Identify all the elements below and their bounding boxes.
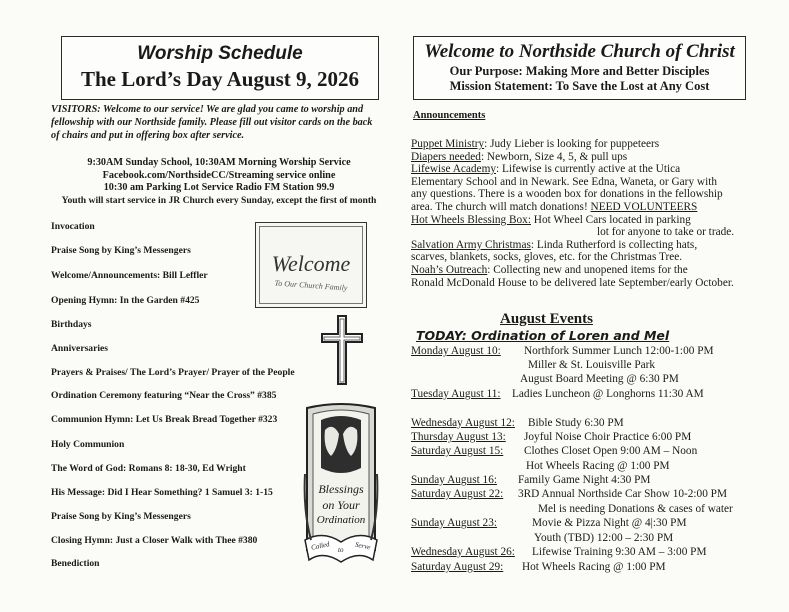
- event-description: August Board Meeting @ 6:30 PM: [520, 373, 679, 385]
- purpose-statement: Our Purpose: Making More and Better Disciples: [449, 64, 710, 78]
- event-date: Sunday August 16:: [411, 474, 497, 486]
- event-description: Lifewise Training 9:30 AM – 3:00 PM: [532, 546, 707, 558]
- visitors-note: [51, 103, 391, 142]
- announcement-line: [411, 239, 756, 252]
- event-description: Clothes Closet Open 9:00 AM – Noon: [524, 445, 698, 457]
- announcement-line: [411, 264, 756, 277]
- event-date: Saturday August 29:: [411, 561, 504, 573]
- event-description: Family Game Night 4:30 PM: [518, 474, 651, 486]
- announcement-line: [411, 277, 756, 290]
- event-description: Movie & Pizza Night @ 4|:30 PM: [532, 517, 687, 529]
- streaming-info: Facebook.com/NorthsideCC/Streaming service online: [102, 169, 336, 181]
- event-date: Wednesday August 26:: [411, 546, 515, 558]
- welcome-card-image: [255, 222, 367, 308]
- worship-schedule-title: Worship Schedule: [137, 43, 303, 64]
- cross-icon: [320, 314, 364, 386]
- event-description: Hot Wheels Racing @ 1:00 PM: [526, 460, 670, 472]
- event-date: Monday August 10:: [411, 345, 501, 357]
- announcement-label: Hot Wheels Blessing Box:: [411, 213, 531, 226]
- order-item: His Message: Did I Hear Something? 1 Samuel 3: 1-15: [51, 487, 273, 498]
- announcement-text: : Judy Lieber is looking for puppeteers: [484, 138, 660, 150]
- event-date: Tuesday August 11:: [411, 388, 501, 400]
- announcement-text: scarves, blankets, socks, gloves, etc. for the Christmas Tree.: [411, 251, 683, 264]
- announcement-line: [411, 201, 756, 214]
- worship-date-title: The Lord’s Day August 9, 2026: [80, 67, 360, 91]
- announcement-text: : Linda Rutherford is collecting hats,: [530, 238, 698, 251]
- visitors-line: fellowship with our Northside family. Please fill out visitor cards on the back: [51, 117, 373, 128]
- august-events-title: August Events: [500, 311, 593, 327]
- announcement-label: Puppet Ministry: [411, 138, 485, 150]
- visitors-line: of chairs and put in offering box after service.: [51, 130, 245, 141]
- need-volunteers: NEED VOLUNTEERS: [590, 200, 698, 213]
- event-description: Joyful Noise Choir Practice 6:00 PM: [524, 431, 692, 443]
- ordination-card-line3: Ordination: [316, 514, 366, 526]
- welcome-card-text: Welcome: [271, 251, 351, 276]
- announcement-text: area. The church will match donations!: [411, 200, 591, 213]
- event-description: Mel is needing Donations & cases of water: [538, 503, 733, 515]
- order-item: Communion Hymn: Let Us Break Bread Together #323: [51, 414, 278, 425]
- ordination-card-line2: on Your: [322, 498, 360, 512]
- announcement-label: Diapers needed: [411, 150, 481, 163]
- order-item: Closing Hymn: Just a Closer Walk with Thee #380: [51, 535, 258, 546]
- today-ordination: TODAY: Ordination of Loren and Mel: [416, 328, 670, 343]
- worship-schedule-header: [61, 36, 379, 100]
- order-item: Invocation: [51, 221, 95, 232]
- event-date: Saturday August 22:: [411, 488, 504, 500]
- radio-info: 10:30 am Parking Lot Service Radio FM Station 99.9: [103, 182, 335, 194]
- service-info: [50, 157, 388, 207]
- announcement-text: Hot Wheel Cars located in parking: [530, 213, 691, 226]
- church-welcome-header: [413, 36, 746, 100]
- announcement-line: [411, 176, 756, 189]
- church-title: Welcome to Northside Church of Christ: [424, 41, 735, 62]
- announcements-heading: Announcements: [413, 110, 486, 121]
- event-description: 3RD Annual Northside Car Show 10-2:00 PM: [518, 488, 727, 500]
- order-item: Holy Communion: [51, 439, 125, 450]
- announcement-line: [411, 251, 756, 264]
- event-date: Sunday August 23:: [411, 517, 497, 529]
- announcement-text: Elementary School and in Newark. See Edna, Waneta, or Gary with: [411, 175, 717, 188]
- announcement-text: : Collecting new and unopened items for the: [487, 263, 688, 276]
- order-item: Anniversaries: [51, 343, 109, 354]
- announcement-line: [411, 188, 756, 201]
- ordination-ribbon-mid: to: [338, 546, 344, 554]
- event-description: Hot Wheels Racing @ 1:00 PM: [522, 561, 666, 573]
- announcement-text: lot for anyone to take or trade.: [597, 226, 735, 239]
- event-date: Saturday August 15:: [411, 445, 504, 457]
- announcement-text: Ronald McDonald House to be delivered late September/early October.: [411, 276, 734, 289]
- ordination-card-line1: Blessings: [318, 482, 364, 496]
- announcements-list: [411, 138, 756, 289]
- event-date: Wednesday August 12:: [411, 417, 515, 429]
- announcement-line: [411, 226, 756, 239]
- event-description: Ladies Luncheon @ Longhorns 11:30 AM: [512, 388, 704, 400]
- mission-statement: Mission Statement: To Save the Lost at Any Cost: [449, 79, 710, 93]
- event-description: Youth (TBD) 12:00 – 2:30 PM: [534, 532, 674, 544]
- event-description: Miller & St. Louisville Park: [528, 359, 656, 371]
- announcement-line: [411, 214, 756, 227]
- order-item: Praise Song by King’s Messengers: [51, 511, 191, 522]
- ordination-ribbon-right: Serve: [354, 540, 372, 552]
- order-item: Benediction: [51, 558, 100, 569]
- announcement-text: : Lifewise is currently active at the Utica: [496, 163, 681, 176]
- ordination-card-image: [301, 400, 381, 568]
- event-description: Bible Study 6:30 PM: [528, 417, 624, 429]
- order-item: Opening Hymn: In the Garden #425: [51, 295, 200, 306]
- event-description: Northfork Summer Lunch 12:00-1:00 PM: [524, 345, 714, 357]
- announcement-line: [411, 138, 756, 151]
- order-item: The Word of God: Romans 8: 18-30, Ed Wright: [51, 463, 246, 474]
- order-item: Welcome/Announcements: Bill Leffler: [51, 270, 208, 281]
- announcement-line: [411, 163, 756, 176]
- youth-info: Youth will start service in JR Church every Sunday, except the first of month: [61, 194, 377, 206]
- order-item: Prayers & Praises/ The Lord’s Prayer/ Prayer of the People: [51, 367, 295, 378]
- order-item: Ordination Ceremony featuring “Near the Cross” #385: [51, 390, 277, 401]
- event-date: Thursday August 13:: [411, 431, 506, 443]
- visitors-line: VISITORS: Welcome to our service! We are glad you came to worship and: [51, 104, 364, 115]
- service-times: 9:30AM Sunday School, 10:30AM Morning Worship Service: [87, 157, 351, 168]
- announcement-label: Salvation Army Christmas: [411, 238, 531, 251]
- order-item: Praise Song by King’s Messengers: [51, 245, 191, 256]
- announcement-text: any questions. There is a wooden box for donations in the fellowship: [411, 188, 723, 201]
- order-item: Birthdays: [51, 319, 92, 330]
- announcement-line: [411, 151, 756, 164]
- welcome-card-subtext: To Our Church Family: [274, 278, 348, 293]
- ordination-ribbon-left: Called: [310, 540, 331, 552]
- announcement-label: Lifewise Academy: [411, 163, 497, 176]
- announcement-text: : Newborn, Size 4, 5, & pull ups: [480, 150, 628, 163]
- announcement-label: Noah’s Outreach: [411, 263, 488, 276]
